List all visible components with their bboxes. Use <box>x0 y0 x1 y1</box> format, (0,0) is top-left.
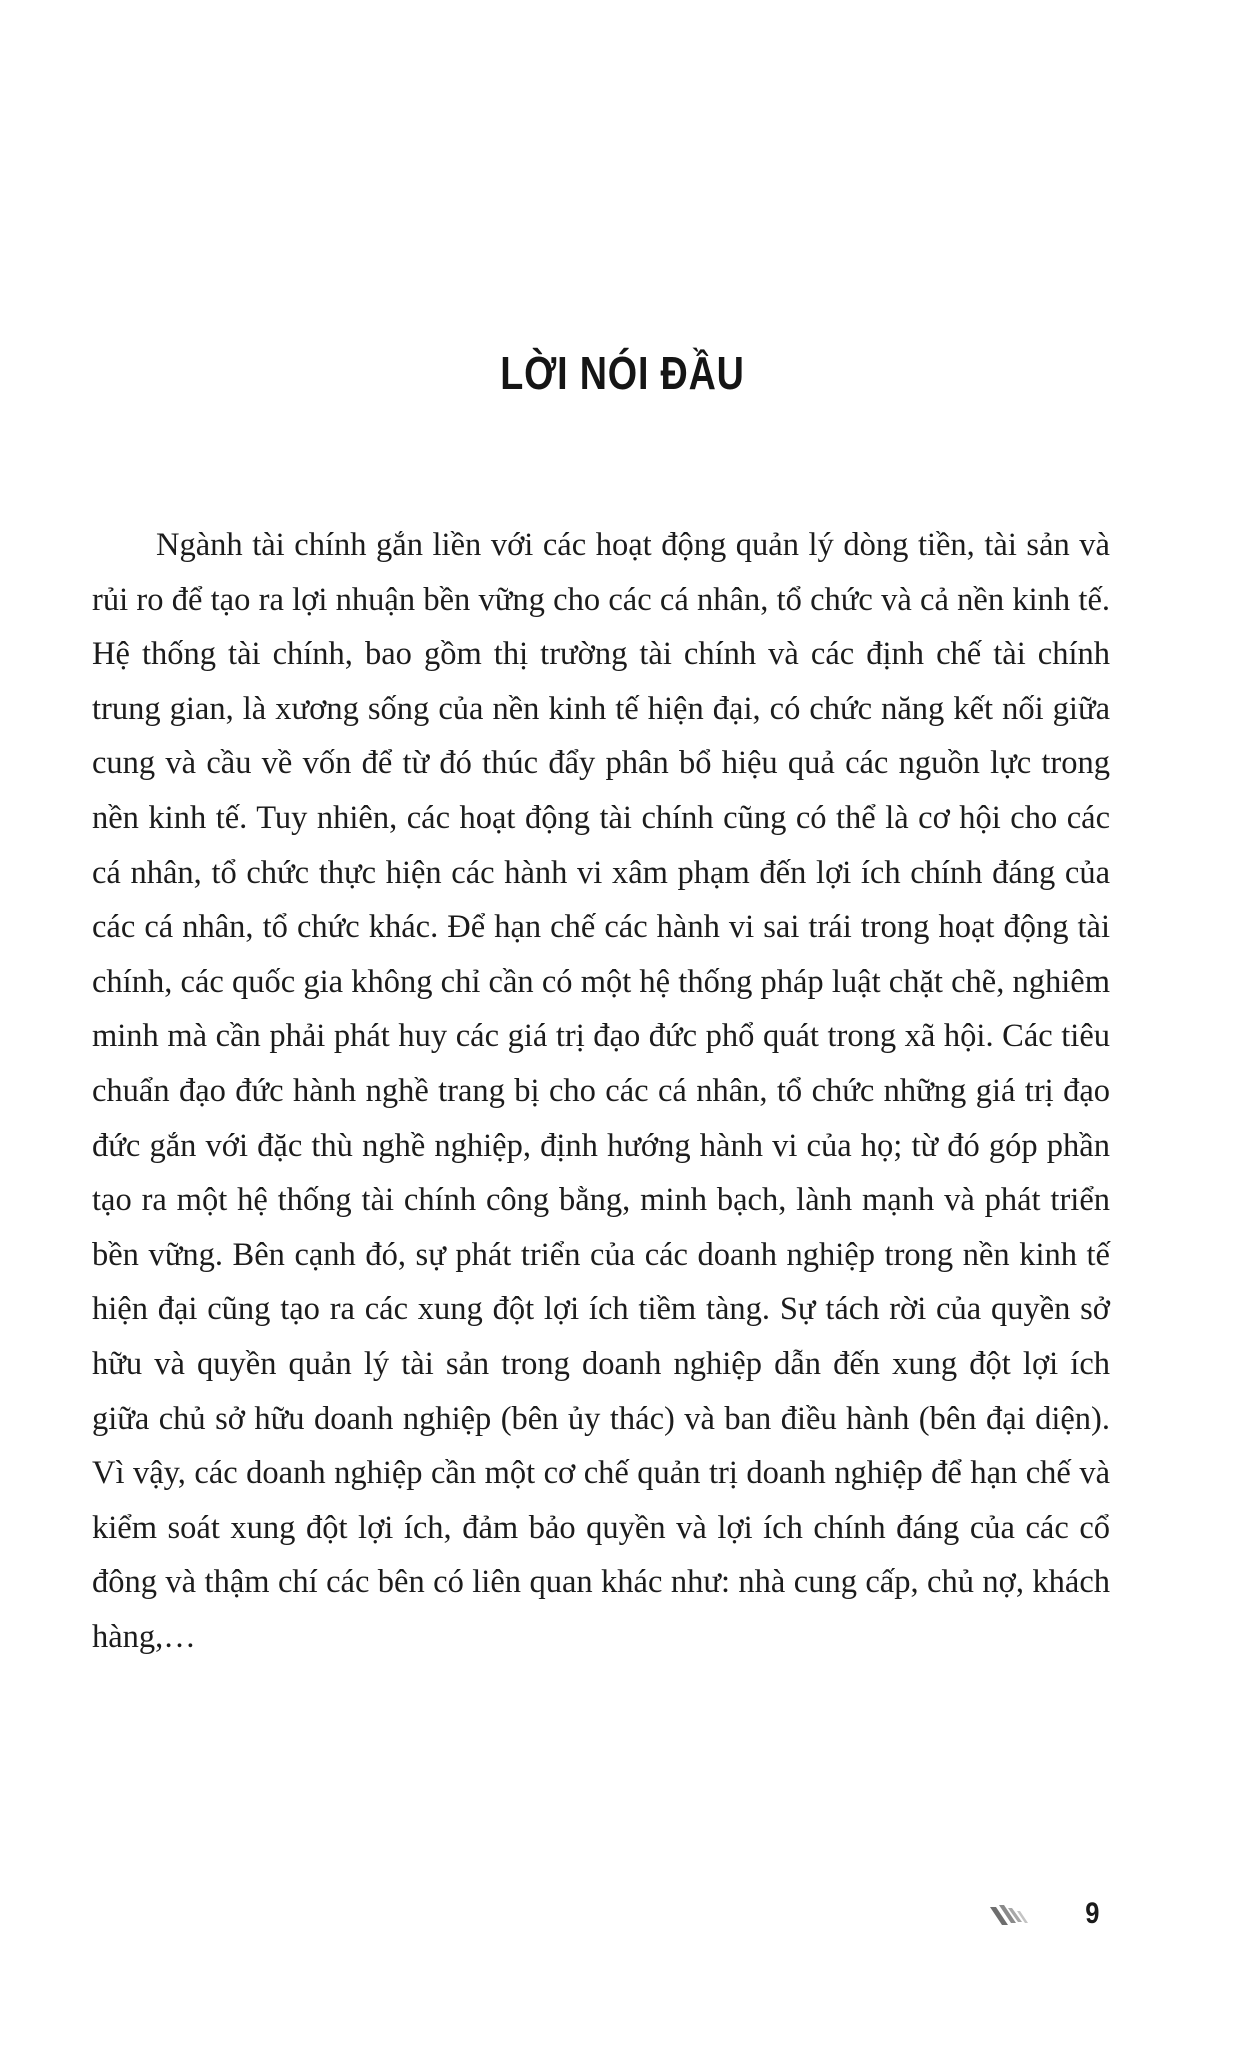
page-title: LỜI NÓI ĐẦU <box>500 346 745 399</box>
page-number: 9 <box>1085 1897 1100 1930</box>
preface-paragraph: Ngành tài chính gắn liền với các hoạt động quản lý dòng tiền, tài sản và rủi ro để tạo ra lợi nhuận bền vững cho các cá nhân, tổ chức và cả nền kinh tế. Hệ thống tài chính, bao gồm thị trường tài chính và các định chế tài chính trung gian, là xương sống của nền kinh tế hiện đại, có chức năng kết nối giữa cung và cầu về vốn để từ đó thúc đẩy phân bổ hiệu quả các nguồn lực trong nền kinh tế. Tuy nhiên, các hoạt động tài chính cũng có thể là cơ hội cho các cá nhân, tổ chức thực hiện các hành vi xâm phạm đến lợi ích chính đáng của các cá nhân, tổ chức khác. Để hạn chế các hành vi sai trái trong hoạt động tài chính, các quốc gia không chỉ cần có một hệ thống pháp luật chặt chẽ, nghiêm minh mà cần phải phát huy các giá trị đạo đức phổ quát trong xã hội. Các tiêu chuẩn đạo đức hành nghề trang bị cho các cá nhân, tổ chức những giá trị đạo đức gắn với đặc thù nghề nghiệp, định hướng hành vi của họ; từ đó góp phần tạo ra một hệ thống tài chính công bằng, minh bạch, lành mạnh và phát triển bền vững. Bên cạnh đó, sự phát triển của các doanh nghiệp trong nền kinh tế hiện đại cũng tạo ra các xung đột lợi ích tiềm tàng. Sự tách rời của quyền sở hữu và quyền quản lý tài sản trong doanh nghiệp dẫn đến xung đột lợi ích giữa chủ sở hữu doanh nghiệp (bên ủy thác) và ban điều hành (bên đại diện). Vì vậy, các doanh nghiệp cần một cơ chế quản trị doanh nghiệp để hạn chế và kiểm soát xung đột lợi ích, đảm bảo quyền và lợi ích chính đáng của các cổ đông và thậm chí các bên có liên quan khác như: nhà cung cấp, chủ nợ, khách hàng,… <box>92 527 1110 1655</box>
page-corner-ornament <box>990 1905 1034 1927</box>
